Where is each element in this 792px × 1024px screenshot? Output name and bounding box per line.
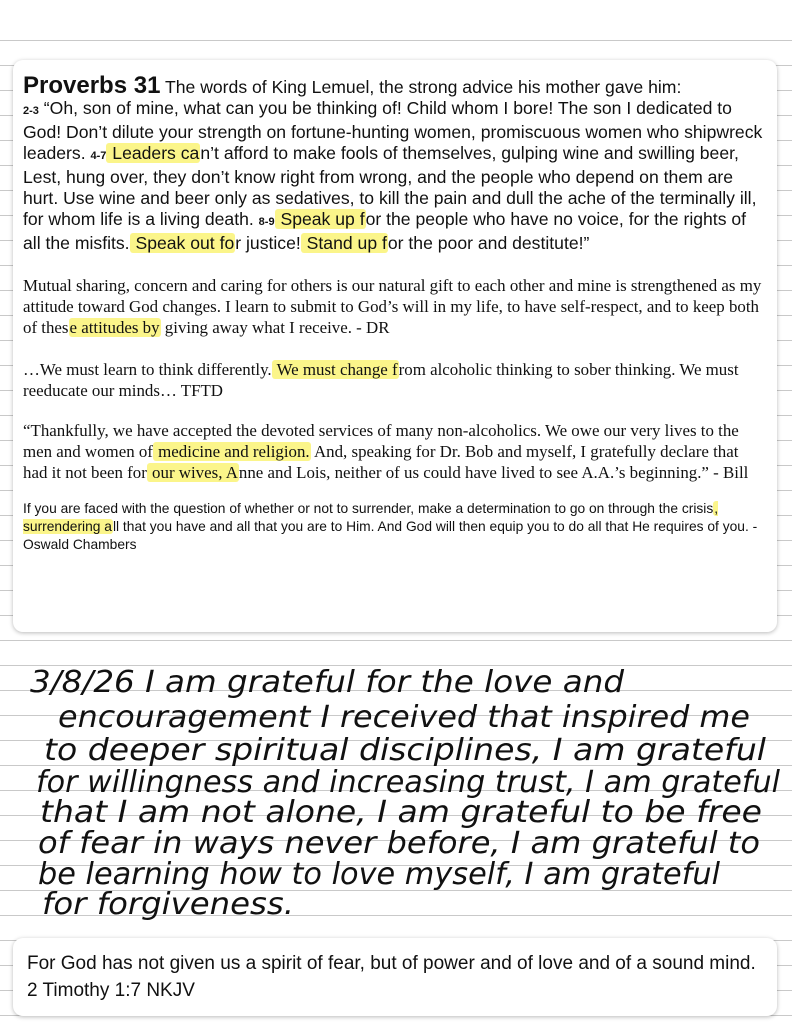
reflection-tftd xyxy=(23,359,767,401)
paragraph-text: nne and Lois, neither of us could have lived to see A.A.’s beginning.” - Bill xyxy=(238,463,749,482)
paragraph-text: “Thankfully, we have accepted the devoted services of many non-alcoholics. We owe our very lives to the men and women of xyxy=(23,421,739,461)
highlight: medicine and religion. xyxy=(153,442,310,461)
journal-line: 3/8/26 I am grateful for the love and xyxy=(30,665,626,700)
paragraph-text: And, speaking for Dr. Bob and myself, I gratefully declare that had it not been for xyxy=(23,442,739,482)
verse-card xyxy=(13,938,777,1016)
verse-text: r justice! xyxy=(235,233,301,253)
passage-title: Proverbs 31 xyxy=(23,72,161,99)
verse-number: 4-7 xyxy=(90,150,107,162)
reflection-chambers xyxy=(23,500,767,554)
journal-line: that I am not alone, I am grateful to be free xyxy=(40,795,762,830)
reflection-bill xyxy=(23,420,767,483)
scripture-passage xyxy=(23,74,767,254)
highlight: e attitudes by xyxy=(69,318,160,337)
journal-line: be learning how to love myself, I am grateful xyxy=(38,857,721,892)
highlight: Leaders ca xyxy=(107,143,200,163)
journal-line: encouragement I received that inspired me xyxy=(58,700,750,735)
highlight: Stand up f xyxy=(301,233,387,253)
journal-line: of fear in ways never before, I am grateful to xyxy=(38,826,760,861)
highlight: Speak up f xyxy=(275,209,365,229)
verse-text: “Oh, son of mine, what can you be thinking of! Child whom I bore! The son I dedicated to God! Don’t dilute your strength on fortune-hunting women, promiscuous women who shipwreck leaders. xyxy=(23,98,763,163)
verse-number: 8-9 xyxy=(258,216,275,228)
passage-intro: The words of King Lemuel, the strong advice his mother gave him: xyxy=(160,77,682,97)
paragraph-text: …We must learn to think differently. xyxy=(23,360,272,379)
verse-text: n’t afford to make fools of themselves, gulping wine and swilling beer, Lest, hung over, they don’t know right from wrong, and the people who depend on them are hurt. Use wine and beer only as sedatives, to kill the pain and dull the ache of the terminally ill, for whom life is a living death. xyxy=(23,143,757,229)
handwritten-journal xyxy=(0,650,792,920)
paragraph-text: ll that you have and all that you are to Him. And God will then equip you to do all that He requires of you. - Oswald Chambers xyxy=(23,519,758,552)
highlight: We must change f xyxy=(272,360,398,379)
paragraph-text: If you are faced with the question of whether or not to surrender, make a determination to go on through the crisis xyxy=(23,501,714,516)
highlight: , surrendering a xyxy=(23,501,719,534)
journal-line: to deeper spiritual disciplines, I am grateful xyxy=(44,733,767,768)
journal-line: for willingness and increasing trust, I am grateful xyxy=(36,765,781,800)
paragraph-text: rom alcoholic thinking to sober thinking. We must reeducate our minds… TFTD xyxy=(23,360,739,400)
highlight: our wives, A xyxy=(147,463,238,482)
verse-number: 2-3 xyxy=(23,105,39,117)
reflection-dr xyxy=(23,275,767,338)
highlight: Speak out fo xyxy=(130,233,235,253)
verse-text: or the people who have no voice, for the rights of all the misfits. xyxy=(23,209,747,253)
paragraph-text: giving away what I receive. - DR xyxy=(160,318,390,337)
paragraph-text: Mutual sharing, concern and caring for others is our natural gift to each other and mine is strengthened as my attitude toward God changes. I learn to submit to God’s will in my life, to have self-respect, and to keep both of thes xyxy=(23,276,762,337)
verse-text: For God has not given us a spirit of fear, but of power and of love and of a sound mind. 2 Timothy 1:7 NKJV xyxy=(27,953,756,1001)
journal-line: for forgiveness. xyxy=(42,887,294,920)
reading-card xyxy=(13,60,777,632)
verse-text: or the poor and destitute!” xyxy=(387,233,590,253)
